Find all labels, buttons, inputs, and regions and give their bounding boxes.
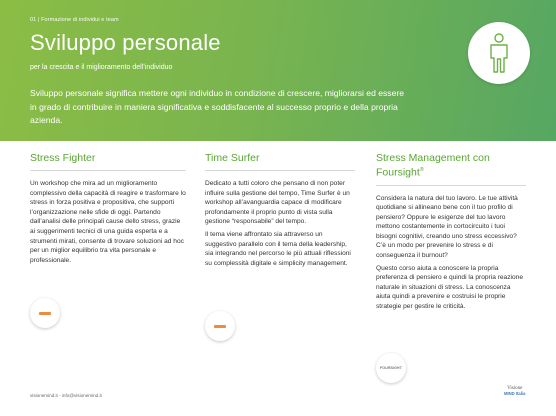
person-icon-badge (468, 22, 530, 84)
divider (30, 170, 186, 171)
column-paragraph: Il tema viene affrontato sia attraverso un suggestivo parallelo con il tema della leadership, sia integrando nel percorso le più attuali riflessioni su complessità digitale e simplicity management. (205, 230, 351, 267)
column-stress-management (376, 152, 526, 312)
page-title: Sviluppo personale (30, 30, 221, 55)
time-surfer-logo (205, 311, 235, 341)
column-paragraph: Considera la natura del tuo lavoro. Le tue attività quotidiane si allineano bene con il tuo profilo di pensiero? Oppure le esigenze del tuo lavoro mettono costantemente in cortocircuito i tuoi bisogni cognitivi, creando uno stress eccessivo? C’è un modo per prevenire lo stress e di conseguenza il burnout? (376, 194, 518, 260)
footer-contact: visionemind.it - info@visionemind.it (30, 393, 102, 398)
page-subtitle: per la crescita e il miglioramento dell’individuo (30, 64, 173, 71)
intro-text: Sviluppo personale significa mettere ogni individuo in condizione di crescere, migliorarsi ed essere in grado di contribuire in maniera significativa e soddisfacente al successo proprio e della propria azienda. (30, 88, 405, 125)
column-time-surfer (205, 152, 355, 268)
person-icon (488, 33, 510, 73)
column-paragraph: Dedicato a tutti coloro che pensano di non poter influire sulla gestione del tempo, Time Surfer è un workshop all’avanguardia capace di modificare profondamente il proprio punto di vista sulla gestione “responsabile” del tempo. (205, 180, 350, 226)
header-banner (0, 0, 556, 141)
column-paragraph: Questo corso aiuta a conoscere la propria preferenza di pensiero e quindi la propria reazione naturale in situazioni di stress. La conoscenza aiuta quindi a prevenire e costruisi le proprie strategie per gestire le criticità. (376, 264, 523, 311)
stress-fighter-logo (30, 298, 60, 328)
column-title: Stress Fighter (30, 152, 96, 164)
column-title: Time Surfer (205, 152, 260, 164)
trademark-mark: ® (419, 167, 424, 173)
divider (376, 185, 526, 186)
divider (205, 170, 355, 171)
column-paragraph: Un workshop che mira ad un miglioramento complessivo della capacità di reagire e trasformare lo stress in forza positiva e propositiva, che supporti l’organizzazione nelle sfide di oggi. Partendo dall’analisi delle principali cause dello stress, grazie ai suggerimenti tecnici di una guida esperta e a strumenti mirati, consente di trovare soluzioni ad hoc per un miglior equilibrio tra vita personale e professionale. (30, 180, 186, 264)
foursight-logo: FOURSIGHT (376, 353, 406, 383)
visione-mind-logo: Visione MIND Italia (504, 386, 526, 396)
breadcrumb: 01 | Formazione di individui e team (30, 17, 119, 23)
column-title: Stress Management con Foursight® (376, 152, 490, 179)
column-stress-fighter (30, 152, 186, 265)
